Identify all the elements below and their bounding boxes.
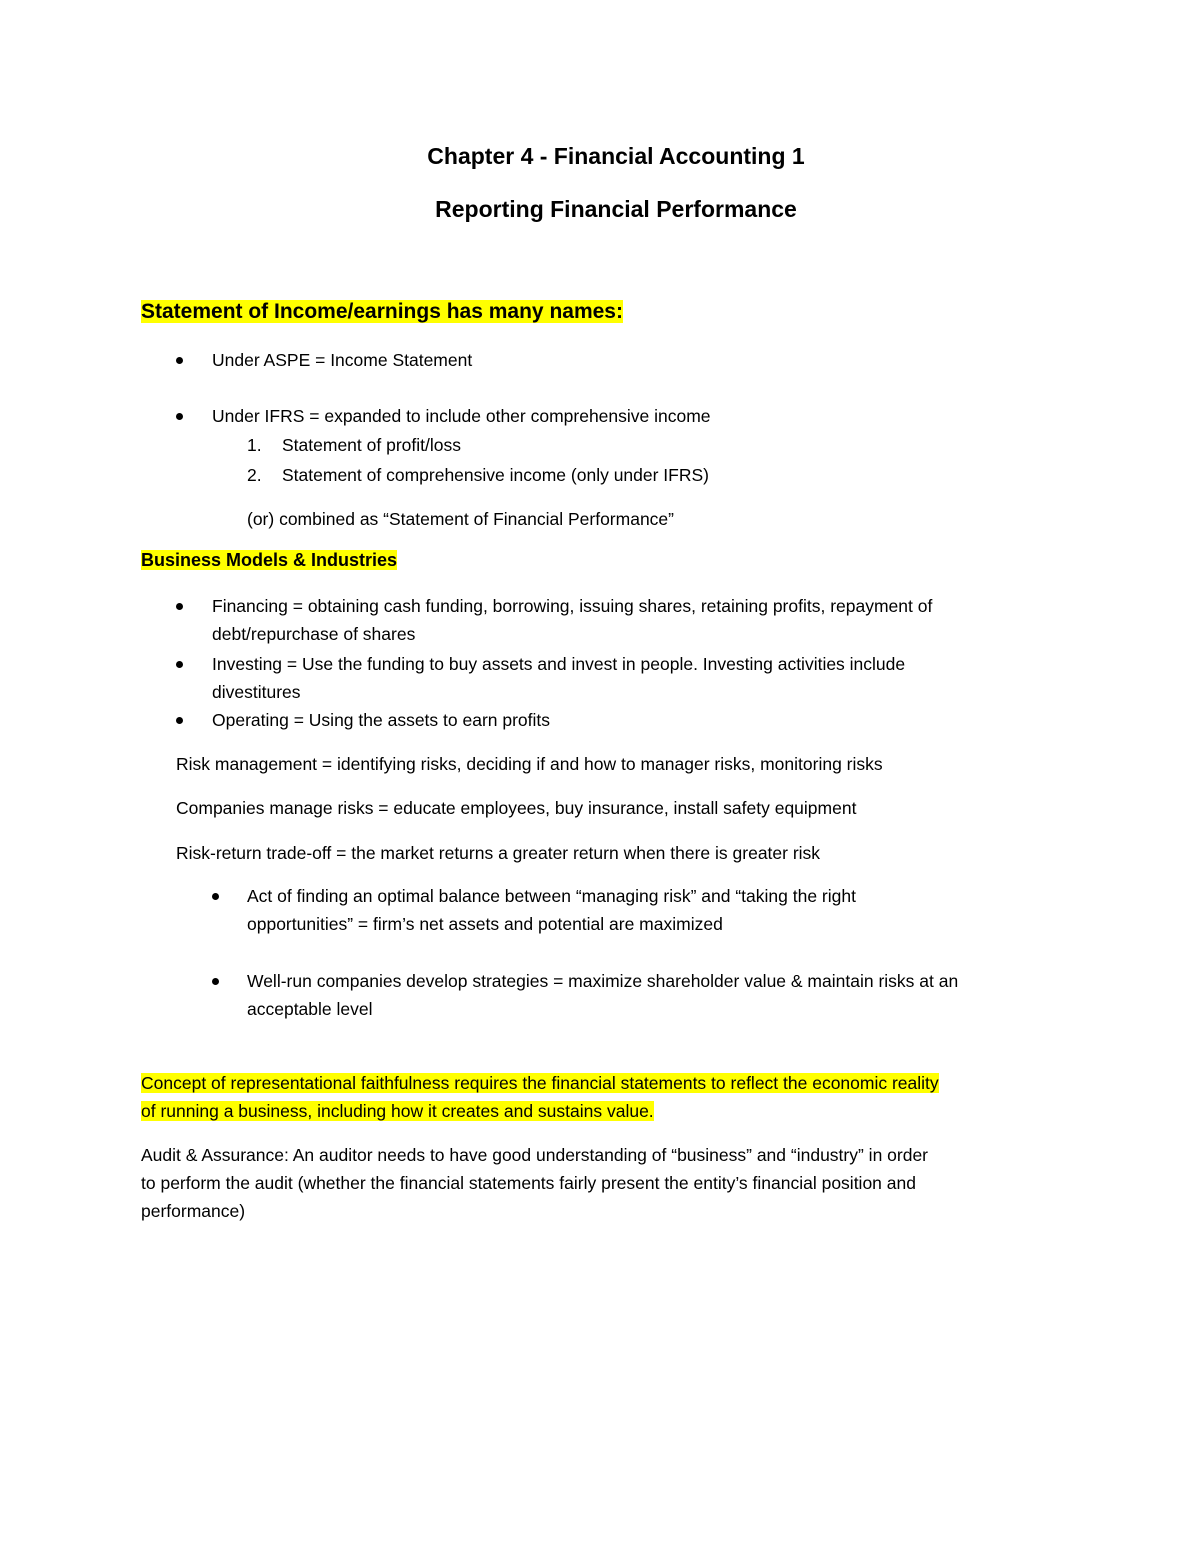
bullet-icon [176, 413, 183, 420]
page-title: Chapter 4 - Financial Accounting 1 [427, 143, 805, 169]
list-item-financing: Financing = obtaining cash funding, borrowing, issuing shares, retaining profits, repayment of [212, 596, 933, 616]
concept-paragraph-line2 [141, 1097, 654, 1125]
list-item-financing-cont: debt/repurchase of shares [212, 624, 416, 644]
bullet-icon [212, 893, 219, 900]
risk-management-text: Risk management = identifying risks, deciding if and how to manager risks, monitoring risks [176, 754, 883, 774]
bullet-icon [176, 661, 183, 668]
audit-paragraph-line1: Audit & Assurance: An auditor needs to have good understanding of “business” and “industry” in order [141, 1145, 929, 1165]
concept-paragraph-line1 [141, 1069, 939, 1097]
numbered-item-profit-loss: Statement of profit/loss [282, 435, 461, 455]
bullet-icon [176, 357, 183, 364]
numbered-marker: 2. [247, 465, 262, 485]
audit-paragraph-line3: performance) [141, 1201, 246, 1221]
numbered-item-comprehensive: Statement of comprehensive income (only under IFRS) [282, 465, 709, 485]
section-heading-business-models [141, 550, 397, 571]
list-item-aspe: Under ASPE = Income Statement [212, 350, 473, 370]
list-item-investing: Investing = Use the funding to buy assets and invest in people. Investing activities include [212, 654, 906, 674]
highlighted-heading: Business Models & Industries [141, 550, 398, 570]
sub-list-item-balance: Act of finding an optimal balance between “managing risk” and “taking the right [247, 886, 856, 906]
list-item-operating: Operating = Using the assets to earn profits [212, 710, 551, 730]
page-subtitle: Reporting Financial Performance [435, 196, 797, 222]
highlighted-heading: Statement of Income/earnings has many names: [141, 300, 623, 323]
sub-list-item-strategies-cont: acceptable level [247, 999, 373, 1019]
sub-list-item-strategies: Well-run companies develop strategies = maximize shareholder value & maintain risks at an [247, 971, 959, 991]
audit-paragraph-line2: to perform the audit (whether the financial statements fairly present the entity’s financial position and [141, 1173, 916, 1193]
risk-return-text: Risk-return trade-off = the market returns a greater return when there is greater risk [176, 843, 821, 863]
companies-manage-text: Companies manage risks = educate employees, buy insurance, install safety equipment [176, 798, 857, 818]
section-heading-income [141, 300, 623, 324]
bullet-icon [212, 978, 219, 985]
combined-note: (or) combined as “Statement of Financial Performance” [247, 509, 674, 529]
highlighted-text: Concept of representational faithfulness requires the financial statements to reflect the economic reality [141, 1073, 939, 1093]
highlighted-text: of running a business, including how it creates and sustains value. [141, 1101, 654, 1121]
bullet-icon [176, 603, 183, 610]
sub-list-item-balance-cont: opportunities” = firm’s net assets and potential are maximized [247, 914, 723, 934]
list-item-ifrs: Under IFRS = expanded to include other comprehensive income [212, 406, 711, 426]
numbered-marker: 1. [247, 435, 262, 455]
bullet-icon [176, 717, 183, 724]
list-item-investing-cont: divestitures [212, 682, 301, 702]
